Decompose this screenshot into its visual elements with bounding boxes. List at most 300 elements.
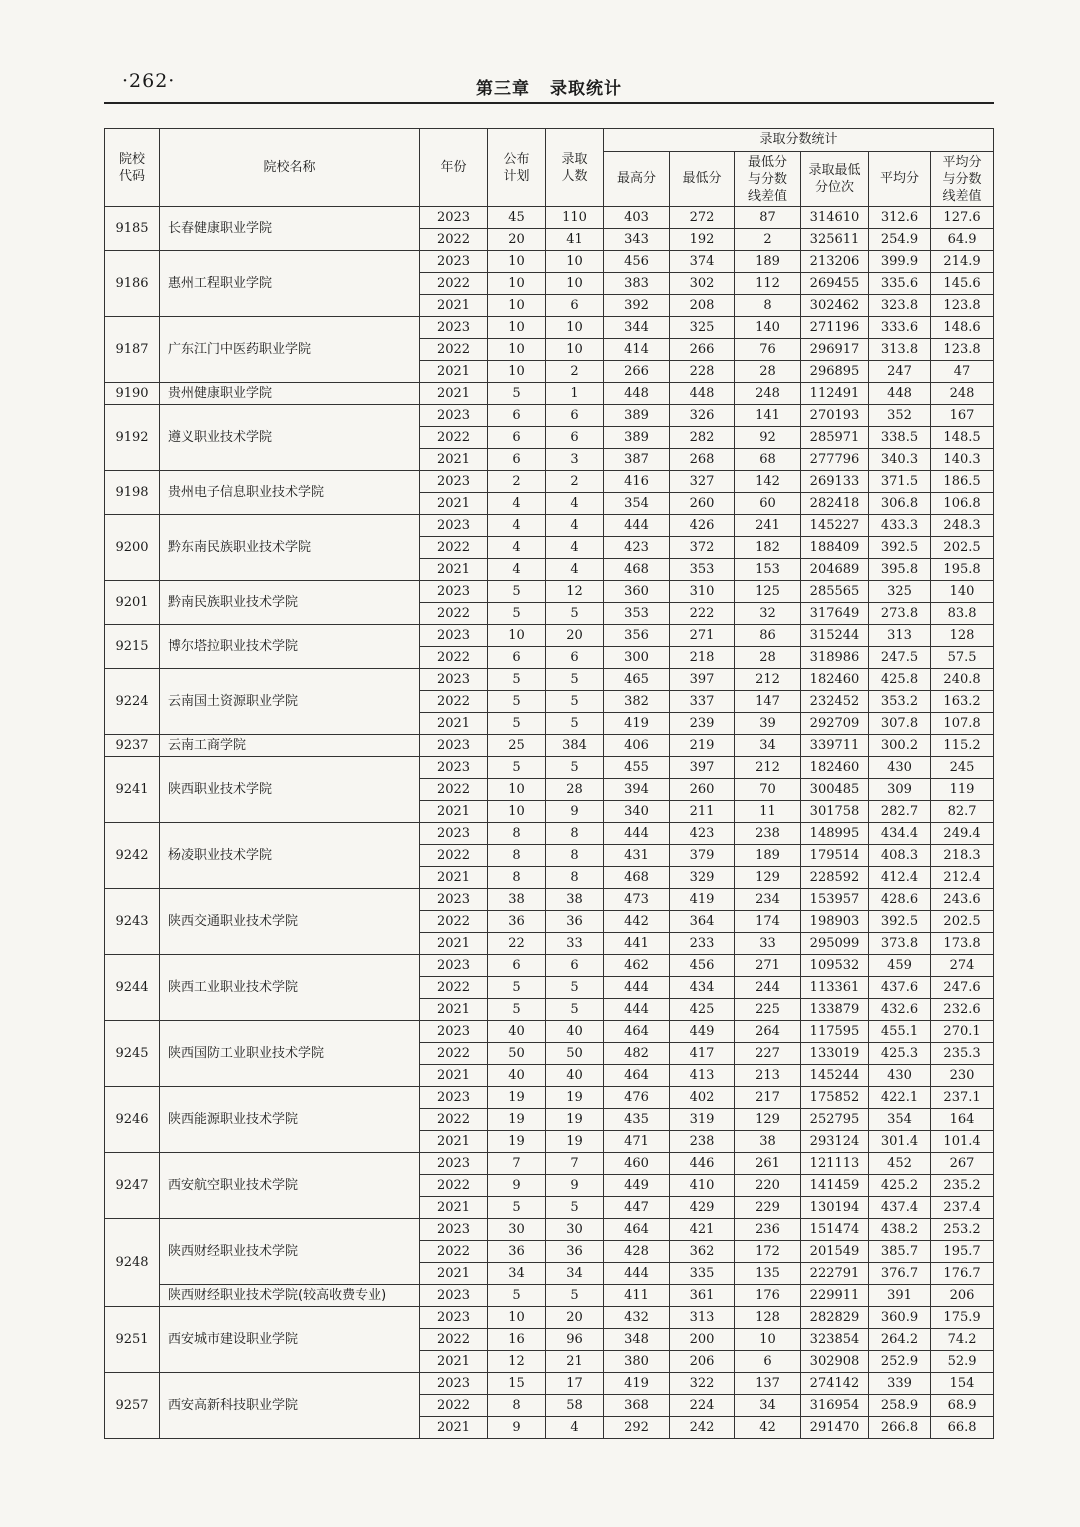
table-row [105, 1373, 994, 1395]
cell-avg: 307.8 [869, 713, 931, 735]
cell-min: 319 [670, 1109, 735, 1131]
cell-avg: 438.2 [869, 1219, 931, 1241]
cell-year: 2022 [420, 1175, 488, 1197]
cell-max: 389 [604, 405, 670, 427]
cell-min-rank: 271196 [801, 317, 869, 339]
cell-plan: 10 [488, 295, 546, 317]
cell-plan: 8 [488, 845, 546, 867]
cell-plan: 10 [488, 801, 546, 823]
cell-admitted: 5 [546, 1197, 604, 1219]
cell-max: 356 [604, 625, 670, 647]
cell-min-diff: 220 [735, 1175, 801, 1197]
cell-admitted: 4 [546, 515, 604, 537]
cell-admitted: 6 [546, 955, 604, 977]
cell-max: 387 [604, 449, 670, 471]
header-name: 院校名称 [160, 129, 420, 207]
cell-avg-diff: 52.9 [931, 1351, 994, 1373]
cell-min: 449 [670, 1021, 735, 1043]
cell-max: 382 [604, 691, 670, 713]
cell-admitted: 20 [546, 625, 604, 647]
cell-max: 473 [604, 889, 670, 911]
cell-avg-diff: 235.3 [931, 1043, 994, 1065]
table-row [105, 1219, 994, 1241]
cell-min: 337 [670, 691, 735, 713]
cell-min-diff: 33 [735, 933, 801, 955]
cell-min-rank: 291470 [801, 1417, 869, 1439]
cell-year: 2022 [420, 977, 488, 999]
cell-avg: 392.5 [869, 911, 931, 933]
cell-year: 2023 [420, 1219, 488, 1241]
cell-avg-diff: 214.9 [931, 251, 994, 273]
page-header [104, 66, 994, 104]
cell-min-diff: 271 [735, 955, 801, 977]
school-code: 9198 [105, 471, 160, 515]
cell-plan: 19 [488, 1087, 546, 1109]
cell-avg-diff: 235.2 [931, 1175, 994, 1197]
cell-min: 208 [670, 295, 735, 317]
cell-plan: 12 [488, 1351, 546, 1373]
cell-plan: 9 [488, 1175, 546, 1197]
cell-max: 476 [604, 1087, 670, 1109]
cell-min: 410 [670, 1175, 735, 1197]
cell-plan: 6 [488, 427, 546, 449]
cell-min-rank: 141459 [801, 1175, 869, 1197]
cell-min-diff: 248 [735, 383, 801, 405]
cell-min-diff: 189 [735, 251, 801, 273]
cell-plan: 15 [488, 1373, 546, 1395]
cell-admitted: 4 [546, 493, 604, 515]
cell-avg-diff: 202.5 [931, 911, 994, 933]
school-name: 西安高新科技职业学院 [160, 1373, 420, 1439]
cell-avg-diff: 274 [931, 955, 994, 977]
cell-min-diff: 213 [735, 1065, 801, 1087]
cell-max: 292 [604, 1417, 670, 1439]
cell-max: 348 [604, 1329, 670, 1351]
cell-min-rank: 302908 [801, 1351, 869, 1373]
cell-plan: 6 [488, 405, 546, 427]
cell-min: 233 [670, 933, 735, 955]
cell-year: 2022 [420, 427, 488, 449]
cell-max: 354 [604, 493, 670, 515]
cell-plan: 10 [488, 1307, 546, 1329]
cell-min-diff: 92 [735, 427, 801, 449]
cell-admitted: 58 [546, 1395, 604, 1417]
cell-min-rank: 179514 [801, 845, 869, 867]
cell-avg-diff: 101.4 [931, 1131, 994, 1153]
cell-plan: 5 [488, 977, 546, 999]
school-name: 杨凌职业技术学院 [160, 823, 420, 889]
cell-year: 2023 [420, 1285, 488, 1307]
cell-min: 446 [670, 1153, 735, 1175]
cell-avg: 376.7 [869, 1263, 931, 1285]
cell-avg: 437.6 [869, 977, 931, 999]
cell-avg: 452 [869, 1153, 931, 1175]
cell-max: 383 [604, 273, 670, 295]
cell-min: 238 [670, 1131, 735, 1153]
cell-avg: 459 [869, 955, 931, 977]
cell-avg: 325 [869, 581, 931, 603]
cell-plan: 19 [488, 1109, 546, 1131]
cell-admitted: 6 [546, 295, 604, 317]
cell-year: 2022 [420, 647, 488, 669]
cell-year: 2021 [420, 801, 488, 823]
cell-admitted: 5 [546, 999, 604, 1021]
cell-avg: 399.9 [869, 251, 931, 273]
cell-avg-diff: 195.8 [931, 559, 994, 581]
table-row [105, 317, 994, 339]
cell-admitted: 1 [546, 383, 604, 405]
cell-year: 2022 [420, 1395, 488, 1417]
cell-max: 455 [604, 757, 670, 779]
cell-admitted: 5 [546, 713, 604, 735]
cell-plan: 9 [488, 1417, 546, 1439]
cell-min: 260 [670, 493, 735, 515]
cell-year: 2021 [420, 295, 488, 317]
cell-year: 2021 [420, 383, 488, 405]
cell-min-diff: 86 [735, 625, 801, 647]
cell-min: 322 [670, 1373, 735, 1395]
school-code: 9201 [105, 581, 160, 625]
cell-max: 444 [604, 977, 670, 999]
school-code: 9186 [105, 251, 160, 317]
cell-max: 444 [604, 515, 670, 537]
school-name: 贵州健康职业学院 [160, 383, 420, 405]
cell-plan: 36 [488, 911, 546, 933]
cell-min-diff: 141 [735, 405, 801, 427]
cell-avg: 266.8 [869, 1417, 931, 1439]
cell-min-diff: 172 [735, 1241, 801, 1263]
cell-admitted: 50 [546, 1043, 604, 1065]
cell-year: 2022 [420, 229, 488, 251]
cell-year: 2022 [420, 603, 488, 625]
cell-min-rank: 315244 [801, 625, 869, 647]
cell-admitted: 40 [546, 1021, 604, 1043]
cell-plan: 8 [488, 867, 546, 889]
cell-max: 460 [604, 1153, 670, 1175]
cell-avg-diff: 148.5 [931, 427, 994, 449]
cell-min-diff: 87 [735, 207, 801, 229]
cell-admitted: 5 [546, 977, 604, 999]
cell-max: 471 [604, 1131, 670, 1153]
cell-min: 417 [670, 1043, 735, 1065]
cell-min-diff: 11 [735, 801, 801, 823]
table-row [105, 207, 994, 229]
cell-min-rank: 153957 [801, 889, 869, 911]
cell-min-diff: 212 [735, 757, 801, 779]
cell-min-diff: 28 [735, 361, 801, 383]
cell-year: 2021 [420, 1417, 488, 1439]
cell-avg: 395.8 [869, 559, 931, 581]
cell-max: 423 [604, 537, 670, 559]
cell-plan: 5 [488, 603, 546, 625]
cell-year: 2021 [420, 449, 488, 471]
cell-plan: 2 [488, 471, 546, 493]
cell-min-rank: 201549 [801, 1241, 869, 1263]
cell-min-rank: 277796 [801, 449, 869, 471]
cell-min-diff: 238 [735, 823, 801, 845]
cell-admitted: 12 [546, 581, 604, 603]
cell-plan: 8 [488, 1395, 546, 1417]
cell-year: 2022 [420, 339, 488, 361]
school-code: 9248 [105, 1219, 160, 1307]
cell-min-rank: 317649 [801, 603, 869, 625]
cell-min: 219 [670, 735, 735, 757]
cell-avg-diff: 176.7 [931, 1263, 994, 1285]
cell-min: 426 [670, 515, 735, 537]
cell-admitted: 19 [546, 1087, 604, 1109]
cell-max: 464 [604, 1219, 670, 1241]
cell-avg-diff: 247.6 [931, 977, 994, 999]
school-code: 9247 [105, 1153, 160, 1219]
cell-plan: 20 [488, 229, 546, 251]
table-row [105, 757, 994, 779]
school-code: 9243 [105, 889, 160, 955]
cell-admitted: 20 [546, 1307, 604, 1329]
cell-min-diff: 174 [735, 911, 801, 933]
cell-max: 368 [604, 1395, 670, 1417]
cell-avg-diff: 83.8 [931, 603, 994, 625]
cell-admitted: 3 [546, 449, 604, 471]
cell-admitted: 5 [546, 669, 604, 691]
cell-min-rank: 117595 [801, 1021, 869, 1043]
header-score-group: 录取分数统计 [604, 129, 994, 152]
table-row [105, 383, 994, 405]
cell-min-diff: 38 [735, 1131, 801, 1153]
cell-admitted: 21 [546, 1351, 604, 1373]
cell-admitted: 5 [546, 603, 604, 625]
cell-avg: 422.1 [869, 1087, 931, 1109]
cell-avg: 371.5 [869, 471, 931, 493]
cell-min: 353 [670, 559, 735, 581]
school-name: 黔南民族职业技术学院 [160, 581, 420, 625]
cell-min: 224 [670, 1395, 735, 1417]
cell-min-rank: 130194 [801, 1197, 869, 1219]
table-row [105, 1087, 994, 1109]
cell-avg-diff: 163.2 [931, 691, 994, 713]
cell-min-rank: 339711 [801, 735, 869, 757]
cell-plan: 34 [488, 1263, 546, 1285]
cell-min-diff: 241 [735, 515, 801, 537]
cell-min: 413 [670, 1065, 735, 1087]
cell-avg-diff: 249.4 [931, 823, 994, 845]
cell-plan: 10 [488, 251, 546, 273]
cell-max: 448 [604, 383, 670, 405]
cell-admitted: 10 [546, 273, 604, 295]
page-number: ·262· [122, 70, 176, 92]
cell-plan: 5 [488, 757, 546, 779]
cell-min-rank: 133879 [801, 999, 869, 1021]
cell-min-rank: 295099 [801, 933, 869, 955]
cell-min: 266 [670, 339, 735, 361]
cell-avg: 432.6 [869, 999, 931, 1021]
cell-min-rank: 314610 [801, 207, 869, 229]
cell-year: 2021 [420, 1065, 488, 1087]
cell-plan: 30 [488, 1219, 546, 1241]
cell-avg-diff: 248 [931, 383, 994, 405]
cell-avg: 340.3 [869, 449, 931, 471]
cell-max: 340 [604, 801, 670, 823]
cell-year: 2022 [420, 779, 488, 801]
cell-avg-diff: 123.8 [931, 339, 994, 361]
table-row [105, 471, 994, 493]
cell-min-diff: 182 [735, 537, 801, 559]
table-row [105, 1285, 994, 1307]
cell-avg-diff: 164 [931, 1109, 994, 1131]
cell-avg: 306.8 [869, 493, 931, 515]
cell-min-rank: 296895 [801, 361, 869, 383]
cell-avg: 273.8 [869, 603, 931, 625]
cell-max: 464 [604, 1021, 670, 1043]
cell-min: 361 [670, 1285, 735, 1307]
cell-max: 343 [604, 229, 670, 251]
cell-year: 2021 [420, 867, 488, 889]
cell-admitted: 9 [546, 801, 604, 823]
cell-admitted: 33 [546, 933, 604, 955]
cell-min-rank: 121113 [801, 1153, 869, 1175]
cell-avg-diff: 148.6 [931, 317, 994, 339]
cell-avg-diff: 253.2 [931, 1219, 994, 1241]
cell-year: 2022 [420, 911, 488, 933]
cell-avg-diff: 243.6 [931, 889, 994, 911]
cell-min-rank: 270193 [801, 405, 869, 427]
cell-min-diff: 76 [735, 339, 801, 361]
cell-avg: 434.4 [869, 823, 931, 845]
table-row [105, 1307, 994, 1329]
cell-admitted: 19 [546, 1131, 604, 1153]
cell-year: 2023 [420, 669, 488, 691]
cell-min-diff: 135 [735, 1263, 801, 1285]
cell-max: 432 [604, 1307, 670, 1329]
cell-min: 374 [670, 251, 735, 273]
school-code: 9237 [105, 735, 160, 757]
cell-year: 2023 [420, 515, 488, 537]
cell-admitted: 30 [546, 1219, 604, 1241]
cell-year: 2021 [420, 1131, 488, 1153]
cell-max: 428 [604, 1241, 670, 1263]
cell-max: 419 [604, 713, 670, 735]
cell-plan: 10 [488, 361, 546, 383]
cell-min-diff: 39 [735, 713, 801, 735]
table-row [105, 405, 994, 427]
cell-admitted: 36 [546, 1241, 604, 1263]
cell-year: 2021 [420, 559, 488, 581]
cell-avg: 425.3 [869, 1043, 931, 1065]
cell-min: 271 [670, 625, 735, 647]
cell-min-rank: 300485 [801, 779, 869, 801]
cell-min: 239 [670, 713, 735, 735]
table-row [105, 251, 994, 273]
cell-admitted: 41 [546, 229, 604, 251]
cell-year: 2022 [420, 1043, 488, 1065]
cell-admitted: 10 [546, 317, 604, 339]
cell-plan: 5 [488, 691, 546, 713]
cell-avg: 352 [869, 405, 931, 427]
table-row [105, 1153, 994, 1175]
cell-min-rank: 301758 [801, 801, 869, 823]
header-avg-diff: 平均分与分数线差值 [931, 152, 994, 207]
cell-max: 300 [604, 647, 670, 669]
cell-min: 448 [670, 383, 735, 405]
cell-avg-diff: 230 [931, 1065, 994, 1087]
cell-avg: 247 [869, 361, 931, 383]
cell-min-rank: 145227 [801, 515, 869, 537]
cell-avg-diff: 154 [931, 1373, 994, 1395]
cell-min-rank: 293124 [801, 1131, 869, 1153]
cell-max: 394 [604, 779, 670, 801]
cell-min-diff: 32 [735, 603, 801, 625]
cell-admitted: 19 [546, 1109, 604, 1131]
header-admitted: 录取人数 [546, 129, 604, 207]
cell-min-rank: 175852 [801, 1087, 869, 1109]
cell-avg-diff: 74.2 [931, 1329, 994, 1351]
cell-max: 468 [604, 559, 670, 581]
school-name: 陕西国防工业职业技术学院 [160, 1021, 420, 1087]
cell-avg-diff: 186.5 [931, 471, 994, 493]
cell-min: 222 [670, 603, 735, 625]
school-code: 9245 [105, 1021, 160, 1087]
cell-min: 421 [670, 1219, 735, 1241]
cell-plan: 38 [488, 889, 546, 911]
cell-avg-diff: 64.9 [931, 229, 994, 251]
cell-avg-diff: 218.3 [931, 845, 994, 867]
cell-max: 456 [604, 251, 670, 273]
cell-min-rank: 133019 [801, 1043, 869, 1065]
cell-min-rank: 113361 [801, 977, 869, 999]
school-name: 陕西财经职业技术学院(较高收费专业) [160, 1285, 420, 1307]
cell-year: 2023 [420, 471, 488, 493]
cell-avg: 425.8 [869, 669, 931, 691]
cell-admitted: 10 [546, 339, 604, 361]
cell-admitted: 8 [546, 867, 604, 889]
school-code: 9224 [105, 669, 160, 735]
cell-max: 411 [604, 1285, 670, 1307]
cell-avg: 425.2 [869, 1175, 931, 1197]
cell-avg-diff: 175.9 [931, 1307, 994, 1329]
cell-max: 464 [604, 1065, 670, 1087]
cell-avg: 392.5 [869, 537, 931, 559]
cell-avg-diff: 47 [931, 361, 994, 383]
cell-min-diff: 128 [735, 1307, 801, 1329]
cell-admitted: 9 [546, 1175, 604, 1197]
cell-year: 2023 [420, 207, 488, 229]
school-name: 黔东南民族职业技术学院 [160, 515, 420, 581]
cell-plan: 40 [488, 1065, 546, 1087]
cell-avg-diff: 140.3 [931, 449, 994, 471]
cell-avg-diff: 240.8 [931, 669, 994, 691]
cell-plan: 5 [488, 383, 546, 405]
cell-avg: 455.1 [869, 1021, 931, 1043]
cell-plan: 4 [488, 537, 546, 559]
cell-max: 414 [604, 339, 670, 361]
cell-avg-diff: 173.8 [931, 933, 994, 955]
cell-year: 2022 [420, 1329, 488, 1351]
cell-year: 2023 [420, 405, 488, 427]
cell-avg-diff: 66.8 [931, 1417, 994, 1439]
cell-avg: 313.8 [869, 339, 931, 361]
school-name: 西安城市建设职业学院 [160, 1307, 420, 1373]
cell-avg-diff: 248.3 [931, 515, 994, 537]
cell-year: 2023 [420, 889, 488, 911]
admission-table [104, 128, 994, 1439]
cell-admitted: 7 [546, 1153, 604, 1175]
cell-min-diff: 137 [735, 1373, 801, 1395]
cell-min: 434 [670, 977, 735, 999]
cell-min-rank: 198903 [801, 911, 869, 933]
cell-avg: 333.6 [869, 317, 931, 339]
school-name: 惠州工程职业学院 [160, 251, 420, 317]
school-name: 陕西交通职业技术学院 [160, 889, 420, 955]
cell-year: 2023 [420, 1153, 488, 1175]
